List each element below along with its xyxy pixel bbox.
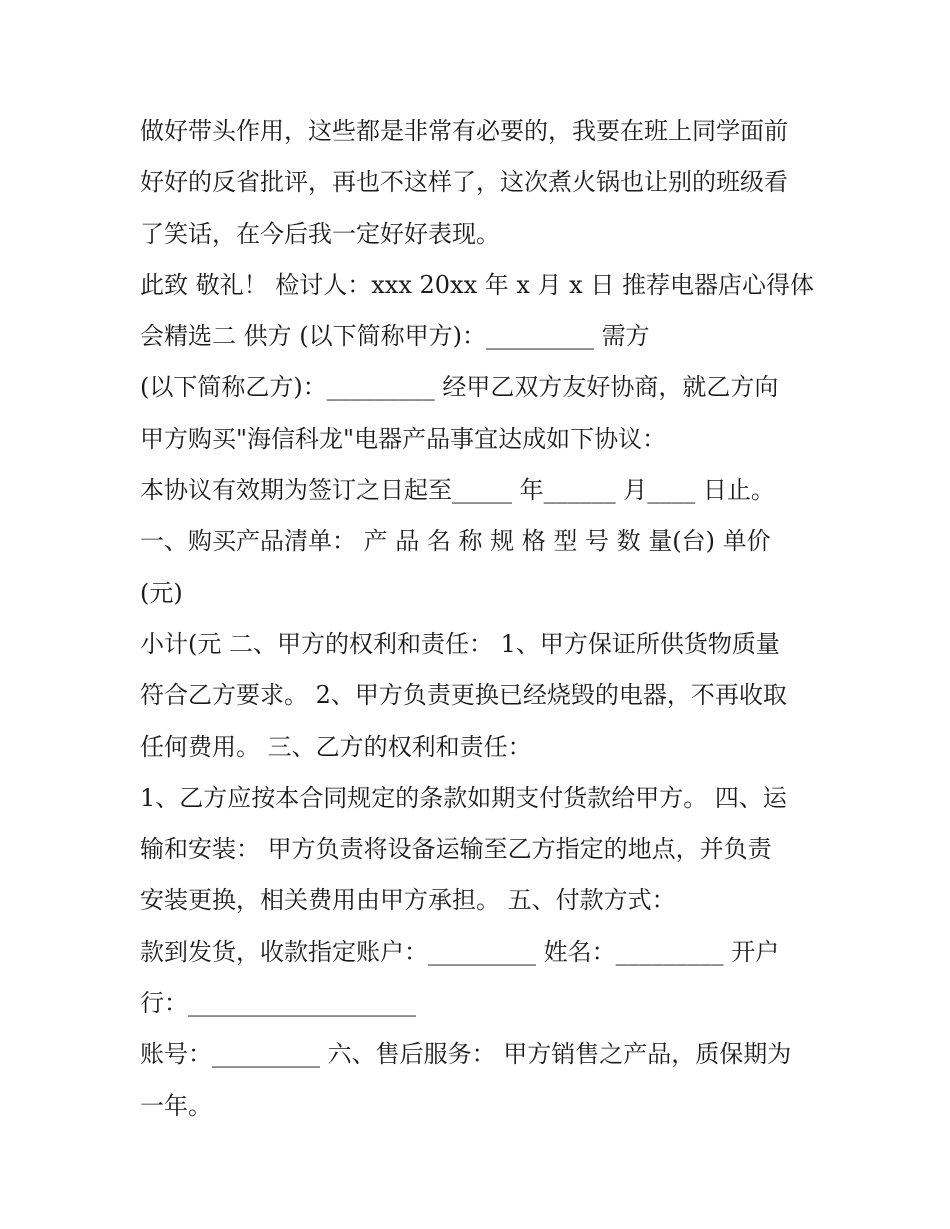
text-line-16: 安装更换，相关费用由甲方承担。 五、付款方式：	[140, 886, 676, 915]
text-line-19: 账号：_________ 六、售后服务： 甲方销售之产品，质保期为	[140, 1040, 792, 1069]
text-line-18: 行：___________________	[140, 989, 416, 1018]
text-line-6: (以下简称乙方)：_________ 经甲乙双方友好协商，就乙方向	[140, 373, 779, 402]
text-line-7: 甲方购买"海信科龙"电器产品事宜达成如下协议：	[140, 424, 667, 453]
text-line-15: 输和安装： 甲方负责将设备运输至乙方指定的地点，并负责	[140, 835, 772, 864]
text-line-14: 1、乙方应按本合同规定的条款如期支付货款给甲方。 四、运	[140, 783, 787, 812]
text-line-3: 了笑话，在今后我一定好好表现。	[140, 219, 500, 248]
document-body	[140, 106, 820, 1132]
text-line-2: 好好的反省批评，再也不这样了，这次煮火锅也让别的班级看	[140, 168, 788, 197]
text-line-12: 符合乙方要求。 2、甲方负责更换已经烧毁的电器，不再收取	[140, 681, 787, 710]
text-line-5: 会精选二 供方 (以下简称甲方)：_________ 需方	[140, 322, 650, 351]
text-line-20: 一年。	[140, 1091, 212, 1120]
text-line-10: (元)	[140, 578, 183, 607]
text-line-13: 任何费用。 三、乙方的权利和责任：	[140, 732, 532, 761]
text-line-9: 一、购买产品清单： 产 品 名 称 规 格 型 号 数 量(台) 单价	[140, 527, 771, 556]
text-line-4: 此致 敬礼！ 检讨人：xxx 20xx 年 x 月 x 日 推荐电器店心得体	[140, 270, 814, 299]
text-line-11: 小计(元 二、甲方的权利和责任： 1、甲方保证所供货物质量	[140, 629, 780, 658]
text-line-17: 款到发货，收款指定账户：_________ 姓名：_________ 开户	[140, 937, 780, 966]
text-line-8: 本协议有效期为签订之日起至_____ 年______ 月____ 日止。	[140, 476, 775, 505]
text-line-1: 做好带头作用，这些都是非常有必要的，我要在班上同学面前	[140, 117, 788, 145]
